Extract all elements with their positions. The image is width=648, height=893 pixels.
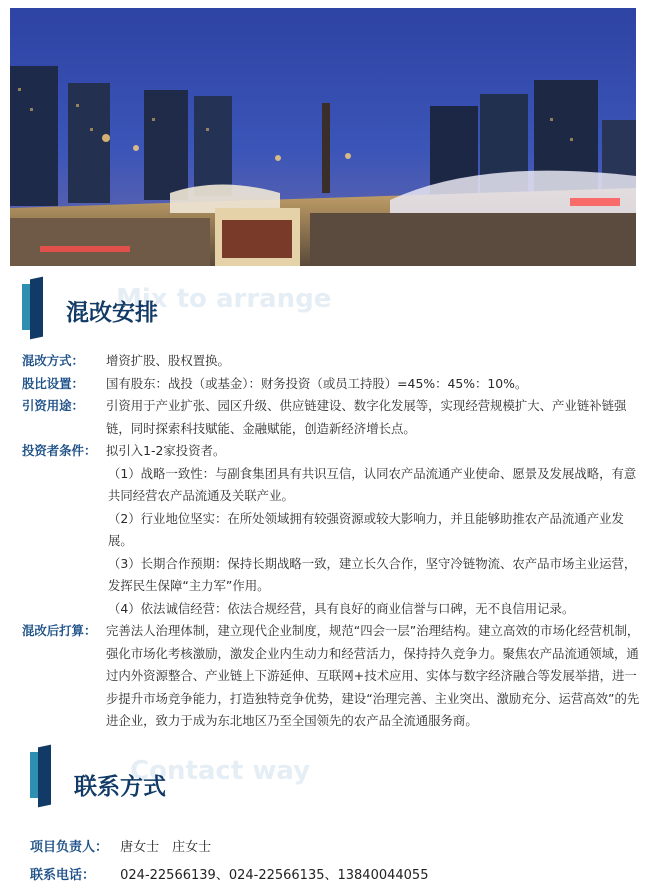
contact-label: 项目负责人： [30,840,109,855]
item-label: 投资者条件： [22,443,97,458]
hero-photo [10,8,636,266]
item-ratio [22,373,642,396]
condition-item [22,463,642,508]
item-investor [22,440,642,463]
item-text: 引资用于产业扩张、园区升级、供应链建设、数字化发展等，实现经营规模扩大、产业链补链强链，同时探索科技赋能、金融赋能，创造新经济增长点。 [106,398,627,436]
accent-bar-dark [38,745,51,808]
item-text: 完善法人治理体制，建立现代企业制度，规范“四会一层”治理结构。建立高效的市场化经营机制，强化市场化考核激励，激发企业内生动力和经营活力，保持持久竞争力。聚焦农产品流通领域，通过内外资源整合、产业链上下游延伸、互联网+技术应用、实体与数字经济融合等发展举措，进一步提升市场竞争能力，打造独特竞争优势，建设“治理完善、主业突出、激励充分、运营高效”的先进企业，致力于成为东北地区乃至全国领先的农产品全流通服务商。 [106,623,640,728]
condition-text: （4）依法诚信经营：依法合规经营，具有良好的商业信誉与口碑，无不良信用记录。 [108,600,575,616]
section-subtitle-en: Contact way [130,756,311,786]
item-text: 国有股东：战投（或基金）：财务投资（或员工持股）=45%：45%：10%。 [106,375,528,391]
section-title: 混改安排 [66,300,158,326]
arrangement-content [22,350,642,733]
contact-phone [30,864,630,883]
item-label: 混改方式： [22,353,84,368]
condition-text: （3）长期合作预期：保持长期战略一致，建立长久合作，坚守冷链物流、农产品市场主业运营，发挥民生保障“主力军”作用。 [108,555,637,593]
item-plan [22,620,642,733]
section-subtitle-en: Mix to arrange [116,284,332,314]
item-text: 增资扩股、股权置换。 [106,353,230,368]
condition-item [22,508,642,553]
item-usage [22,395,642,440]
section-header-contact [0,744,648,824]
condition-text: （1）战略一致性：与副食集团具有共识互信，认同农产品流通产业使命、愿景及发展战略，有意共同经营农产品流通及关联产业。 [108,465,637,503]
item-label: 股比设置： [22,375,84,391]
accent-bar-dark [30,277,43,340]
section-title: 联系方式 [74,774,166,800]
condition-text: （2）行业地位坚实：在所处领域拥有较强资源或较大影响力，并且能够助推农产品流通产业发展。 [108,510,624,548]
condition-item [22,553,642,598]
contact-manager [30,836,630,855]
section-header-arrangement [0,276,648,356]
item-label: 引资用途： [22,398,84,413]
contact-value: 024-22566139、024-22566135、13840044055 [120,868,429,883]
item-text: 拟引入1-2家投资者。 [106,443,226,458]
item-label: 混改后打算： [22,623,97,638]
condition-item [22,598,642,621]
item-mix-mode [22,350,642,373]
contact-label: 联系电话： [30,868,96,883]
contact-value: 唐女士 庄女士 [120,840,212,855]
